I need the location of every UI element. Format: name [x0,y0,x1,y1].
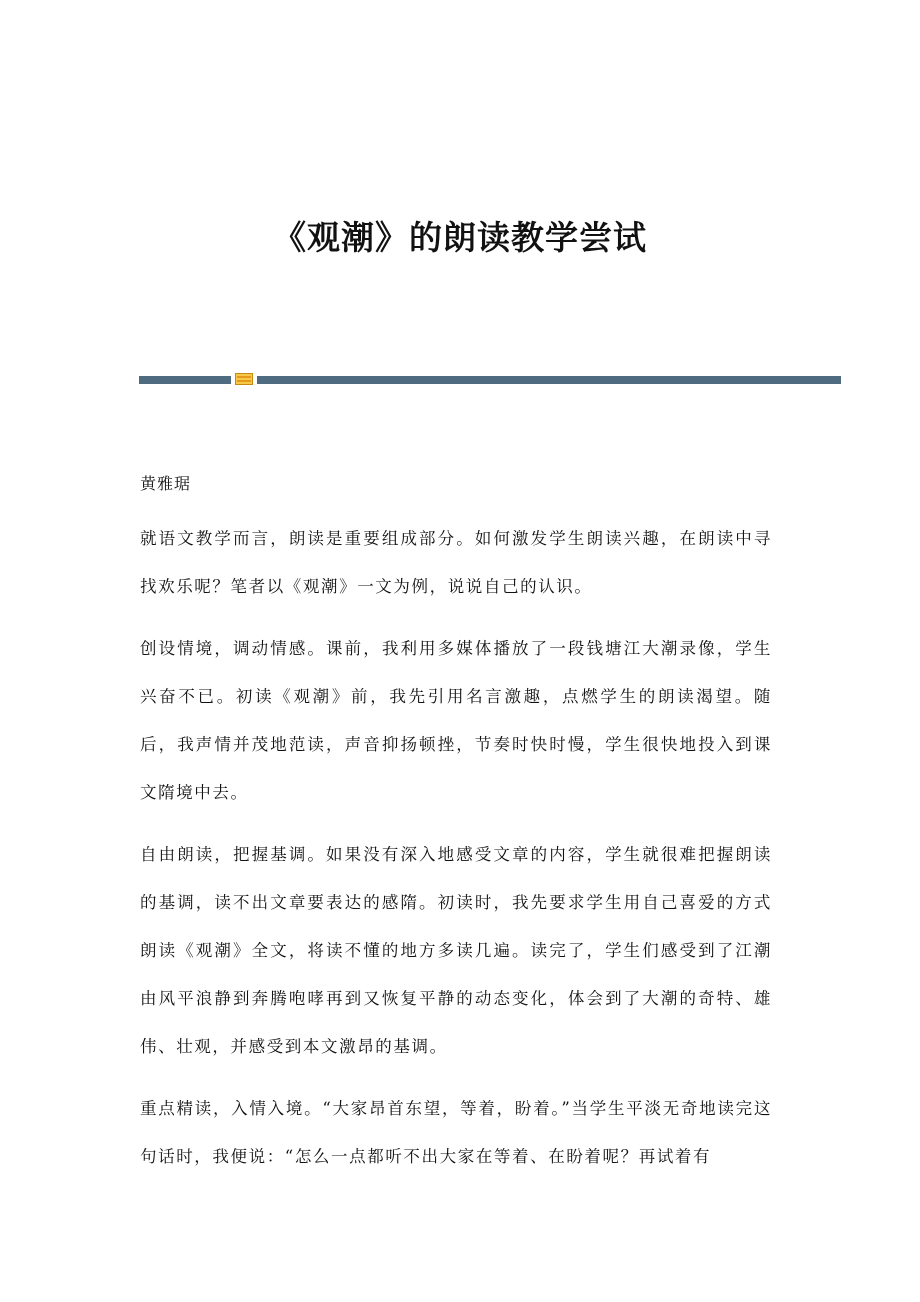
divider-bar-left [139,376,231,384]
article-body [140,515,772,1195]
paragraph: 就语文教学而言，朗读是重要组成部分。如何激发学生朗读兴趣，在朗读中寻找欢乐呢？笔者以《观潮》一文为例，说说自己的认识。 [140,529,772,596]
author-name: 黄雅琚 [140,474,192,493]
title-divider [139,373,841,385]
envelope-icon [235,373,253,385]
paragraph: 重点精读，入情入境。“大家昂首东望，等着，盼着。”当学生平淡无奇地读完这句话时，我便说：“怎么一点都听不出大家在等着、在盼着呢？再试着有 [140,1099,772,1166]
document-title: 《观潮》的朗读教学尝试 [273,218,647,257]
paragraph: 自由朗读，把握基调。如果没有深入地感受文章的内容，学生就很难把握朗读的基调，读不出文章要表达的感隋。初读时，我先要求学生用自己喜爱的方式朗读《观潮》全文，将读不懂的地方多读几遍。读完了，学生们感受到了江潮由风平浪静到奔腾咆哮再到又恢复平静的动态变化，体会到了大潮的奇特、雄伟、壮观，并感受到本文激昂的基调。 [140,845,772,1056]
paragraph: 创设情境，调动情感。课前，我利用多媒体播放了一段钱塘江大潮录像，学生兴奋不已。初读《观潮》前，我先引用名言激趣，点燃学生的朗读渴望。随后，我声情并茂地范读，声音抑扬顿挫，节奏时快时慢，学生很快地投入到课文隋境中去。 [140,639,772,802]
divider-bar-right [257,376,841,384]
